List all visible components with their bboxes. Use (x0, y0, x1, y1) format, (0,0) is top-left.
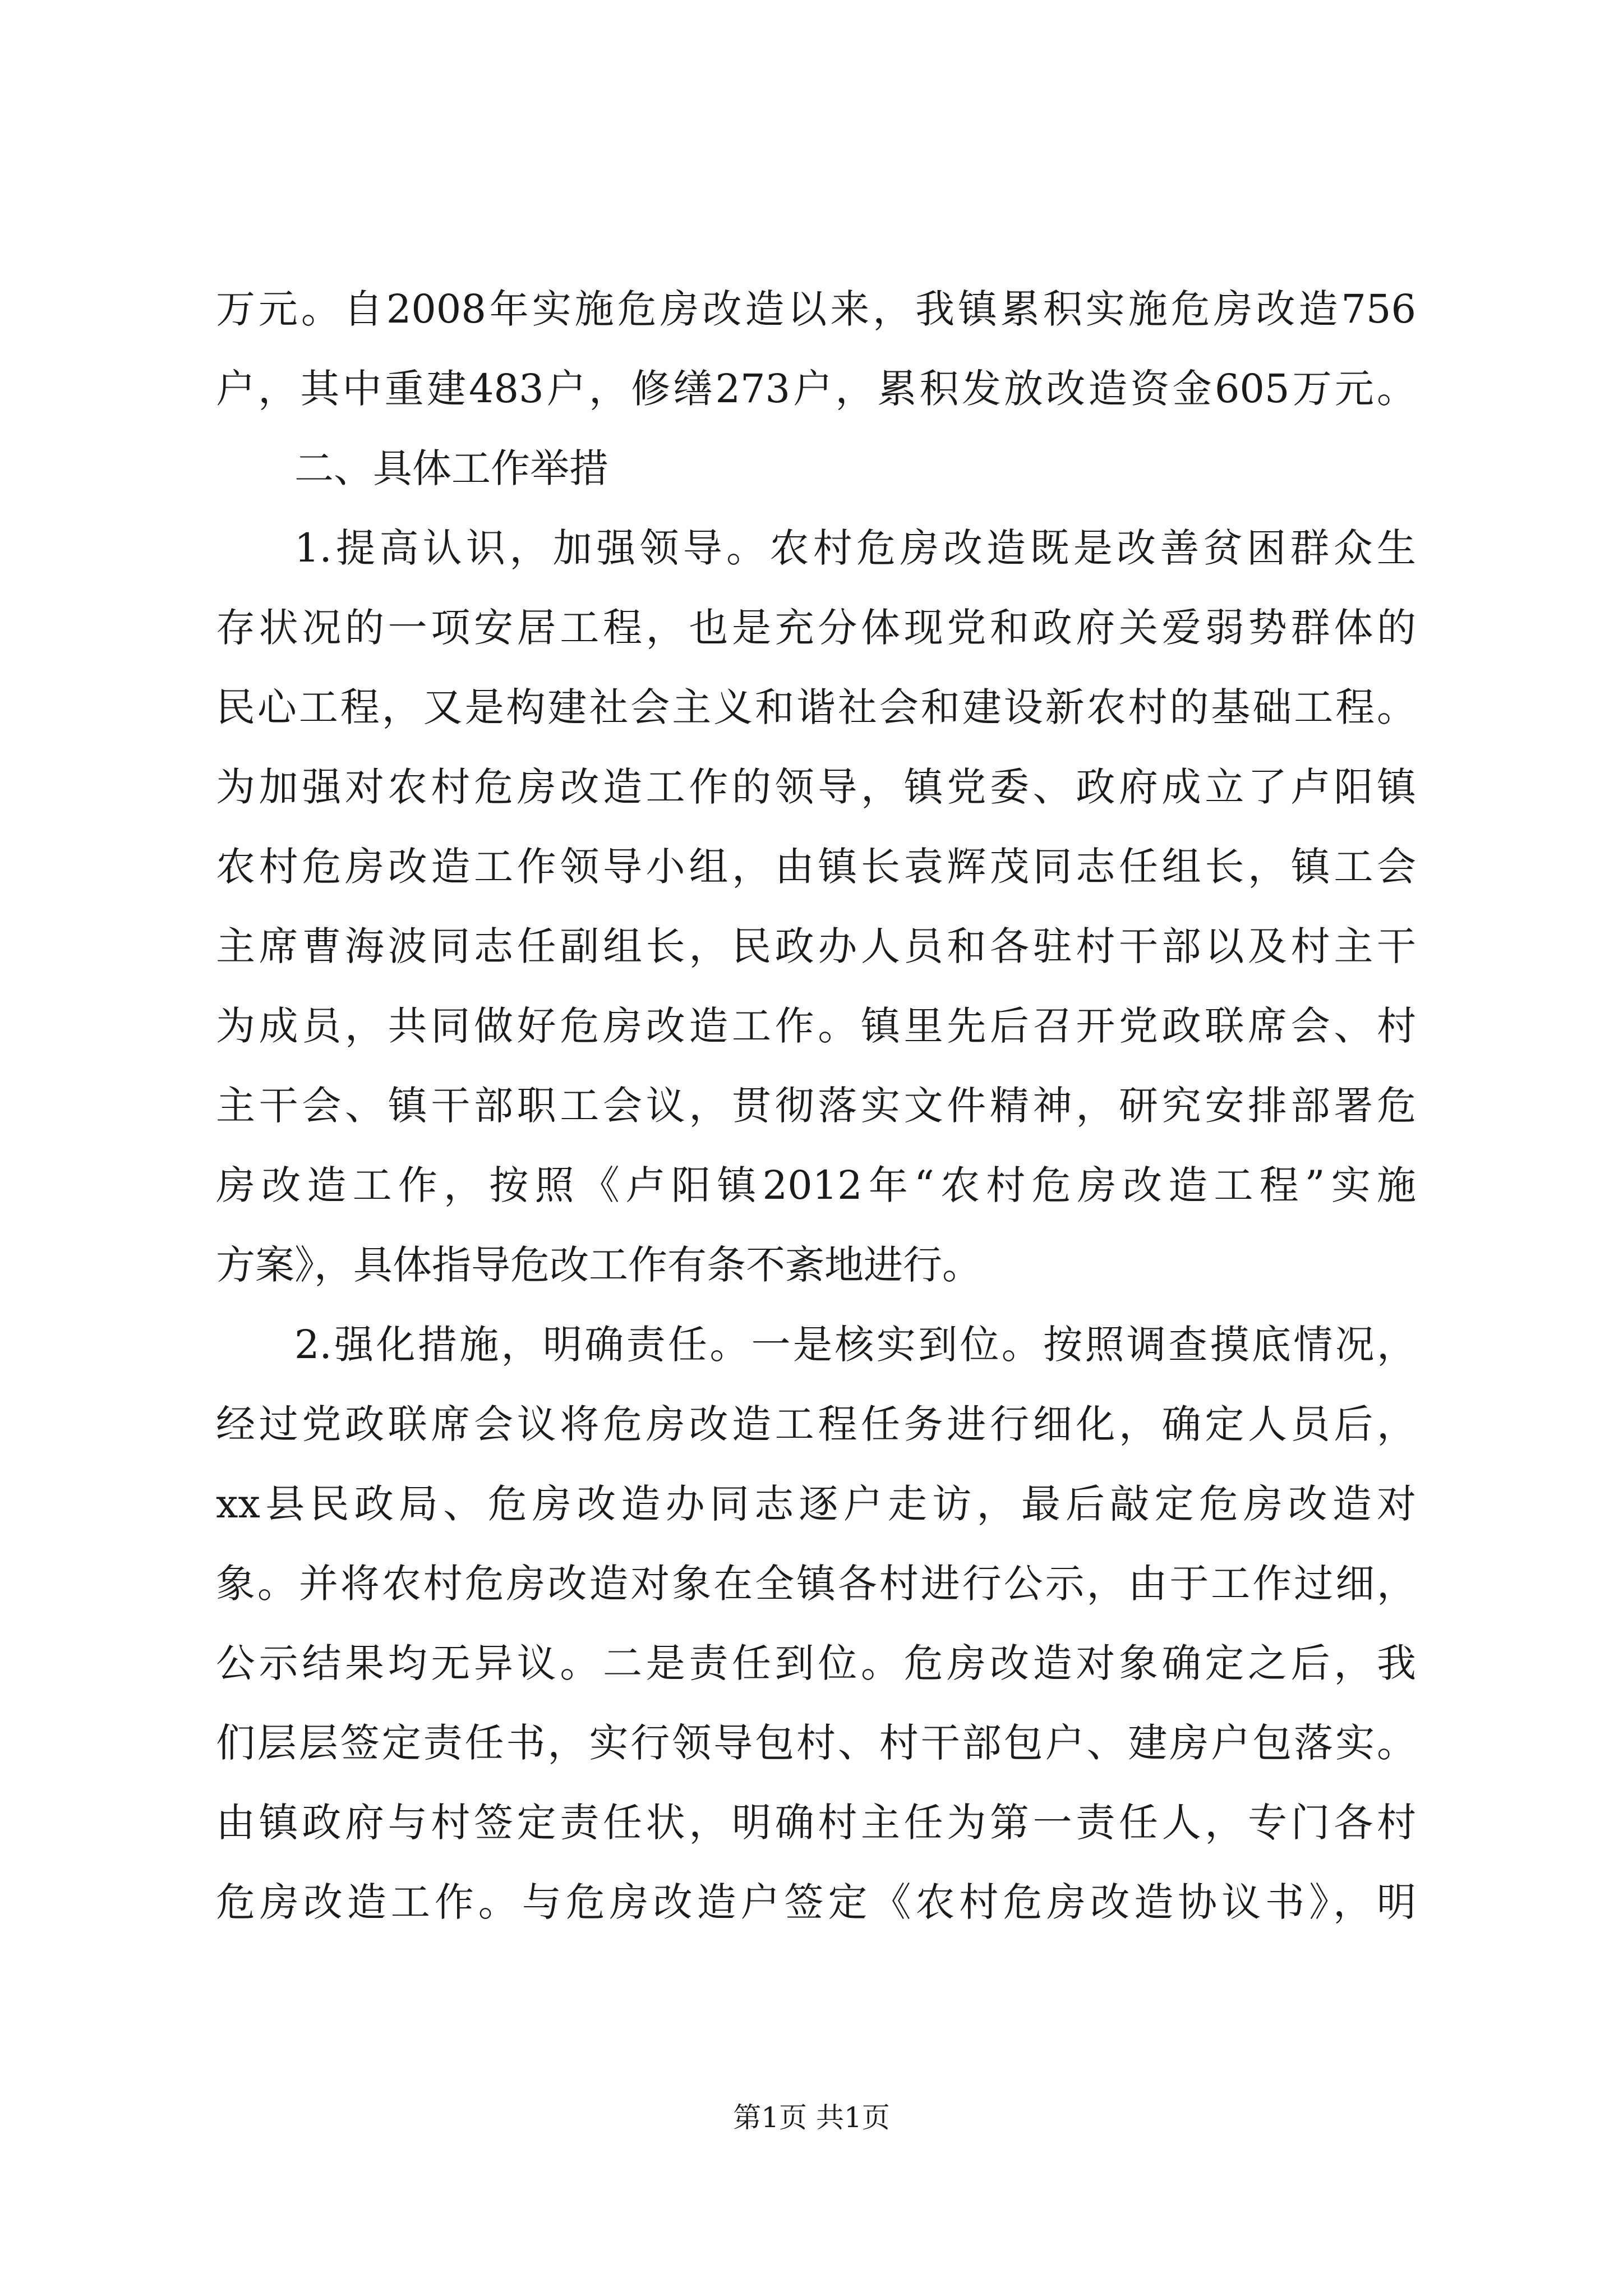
body-line: 主席曹海波同志任副组长，民政办人员和各驻村干部以及村主干 (216, 923, 1416, 969)
body-line: 1.提高认识，加强领导。农村危房改造既是改善贫困群众生 (294, 525, 1416, 571)
body-line: 为加强对农村危房改造工作的领导，镇党委、政府成立了卢阳镇 (216, 764, 1416, 810)
body-line: 方案》，具体指导危改工作有条不紊地进行。 (216, 1242, 981, 1288)
body-line: 象。并将农村危房改造对象在全镇各村进行公示，由于工作过细， (216, 1561, 1416, 1607)
body-line: xx县民政局、危房改造办同志逐户走访，最后敲定危房改造对 (216, 1481, 1416, 1527)
section-heading: 二、具体工作举措 (294, 445, 608, 491)
body-line: 危房改造工作。与危房改造户签定《农村危房改造协议书》，明 (216, 1879, 1416, 1925)
body-line: 经过党政联席会议将危房改造工程任务进行细化，确定人员后， (216, 1401, 1416, 1447)
body-line: 民心工程，又是构建社会主义和谐社会和建设新农村的基础工程。 (216, 684, 1416, 730)
body-line: 2.强化措施，明确责任。一是核实到位。按照调查摸底情况， (294, 1322, 1416, 1368)
body-line: 为成员，共同做好危房改造工作。镇里先后召开党政联席会、村 (216, 1003, 1416, 1049)
body-line: 存状况的一项安居工程，也是充分体现党和政府关爱弱势群体的 (216, 605, 1416, 651)
body-line: 万元。自2008年实施危房改造以来，我镇累积实施危房改造756 (216, 286, 1416, 332)
page-number-footer: 第1页 共1页 (733, 2101, 890, 2134)
body-line: 们层层签定责任书，实行领导包村、村干部包户、建房户包落实。 (216, 1720, 1416, 1766)
body-line: 由镇政府与村签定责任状，明确村主任为第一责任人，专门各村 (216, 1800, 1416, 1846)
body-line: 房改造工作，按照《卢阳镇2012年“农村危房改造工程”实施 (216, 1162, 1416, 1208)
body-line: 户，其中重建483户，修缮273户，累积发放改造资金605万元。 (216, 366, 1416, 412)
body-line: 公示结果均无异议。二是责任到位。危房改造对象确定之后，我 (216, 1640, 1416, 1686)
body-line: 主干会、镇干部职工会议，贯彻落实文件精神，研究安排部署危 (216, 1083, 1416, 1129)
body-line: 农村危房改造工作领导小组，由镇长袁辉茂同志任组长，镇工会 (216, 844, 1416, 890)
document-body (216, 269, 1416, 1942)
